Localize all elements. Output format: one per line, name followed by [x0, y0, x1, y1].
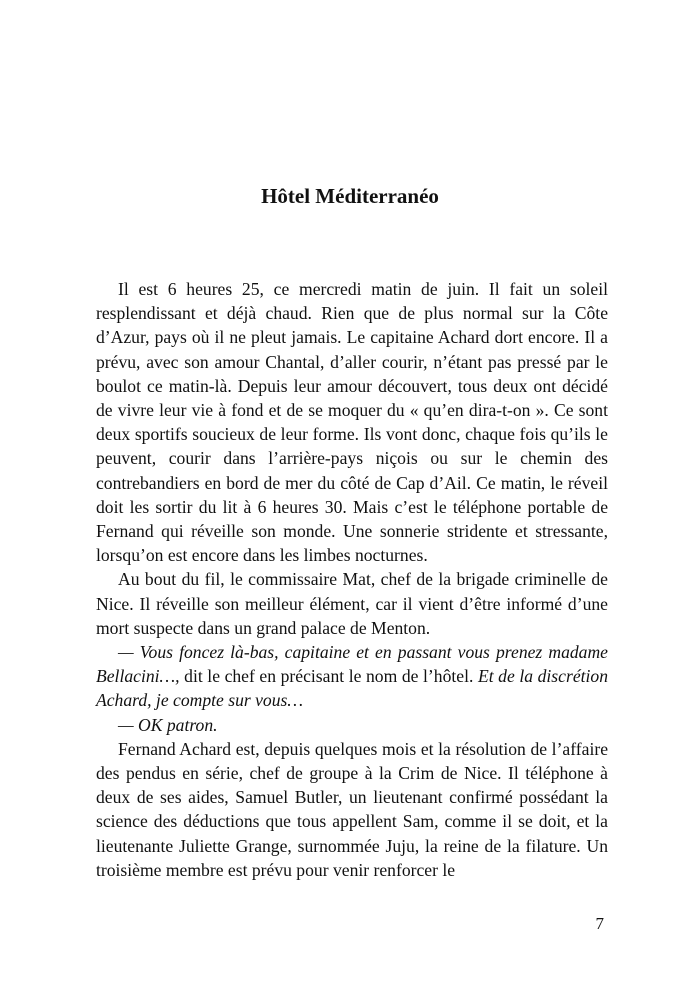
paragraph-phone-call: Au bout du fil, le commissaire Mat, chef de la brigade criminelle de Nice. Il réveille son meilleur élément, car il vient d’être informé d’une mort suspecte dans un grand palace de Menton.	[96, 569, 608, 638]
chapter-title: Hôtel Méditerranéo	[261, 184, 439, 208]
dialog-italic-first: — Vous foncez là-bas, capitaine et en passant vous prenez madame Bellacini…,	[96, 642, 608, 687]
paragraph-dialog-commissaire	[96, 640, 608, 713]
paragraph-opening: Il est 6 heures 25, ce mercredi matin de juin. Il fait un soleil resplendissant et déjà chaud. Rien que de plus normal sur la Côte d’Azur, pays où il ne pleut jamais. Le capitaine Achard dort encore. Il a prévu, avec son amour Chantal, d’aller courir, n’étant pas pressé par le boulot ce matin-là. Depuis leur amour découvert, tous deux ont décidé de vivre leur vie à fond et de se moquer du « qu’en dira-t-on ». Ce sont deux sportifs soucieux de leur forme. Ils vont donc, chaque fois qu’ils le peuvent, courir dans l’arrière-pays niçois ou sur le chemin des contrebandiers en bord de mer du côté de Cap d’Ail. Ce matin, le réveil doit les sortir du lit à 6 heures 30. Mais c’est le téléphone portable de Fernand qui réveille son monde. Une sonnerie stridente et stressante, lorsqu’on est encore dans les limbes nocturnes.	[96, 279, 608, 566]
dialog-italic-second: Et de la discrétion Achard, je compte sur vous…	[96, 666, 608, 711]
dialog-plain: dit le chef en précisant le nom de l’hôtel.	[179, 666, 478, 687]
paragraph-dialog-reply	[96, 713, 608, 737]
page-number: 7	[595, 914, 604, 933]
body-text	[96, 277, 608, 882]
paragraph-achard-team: Fernand Achard est, depuis quelques mois et la résolution de l’affaire des pendus en série, chef de groupe à la Crim de Nice. Il téléphone à deux de ses aides, Samuel Butler, un lieutenant confirmé possédant la science des déductions que tous appellent Sam, comme il se doit, et la lieutenante Juliette Grange, surnommée Juju, la reine de la filature. Un troisième membre est prévu pour venir renforcer le	[96, 738, 608, 880]
dialog-reply-text: — OK patron.	[118, 714, 218, 735]
